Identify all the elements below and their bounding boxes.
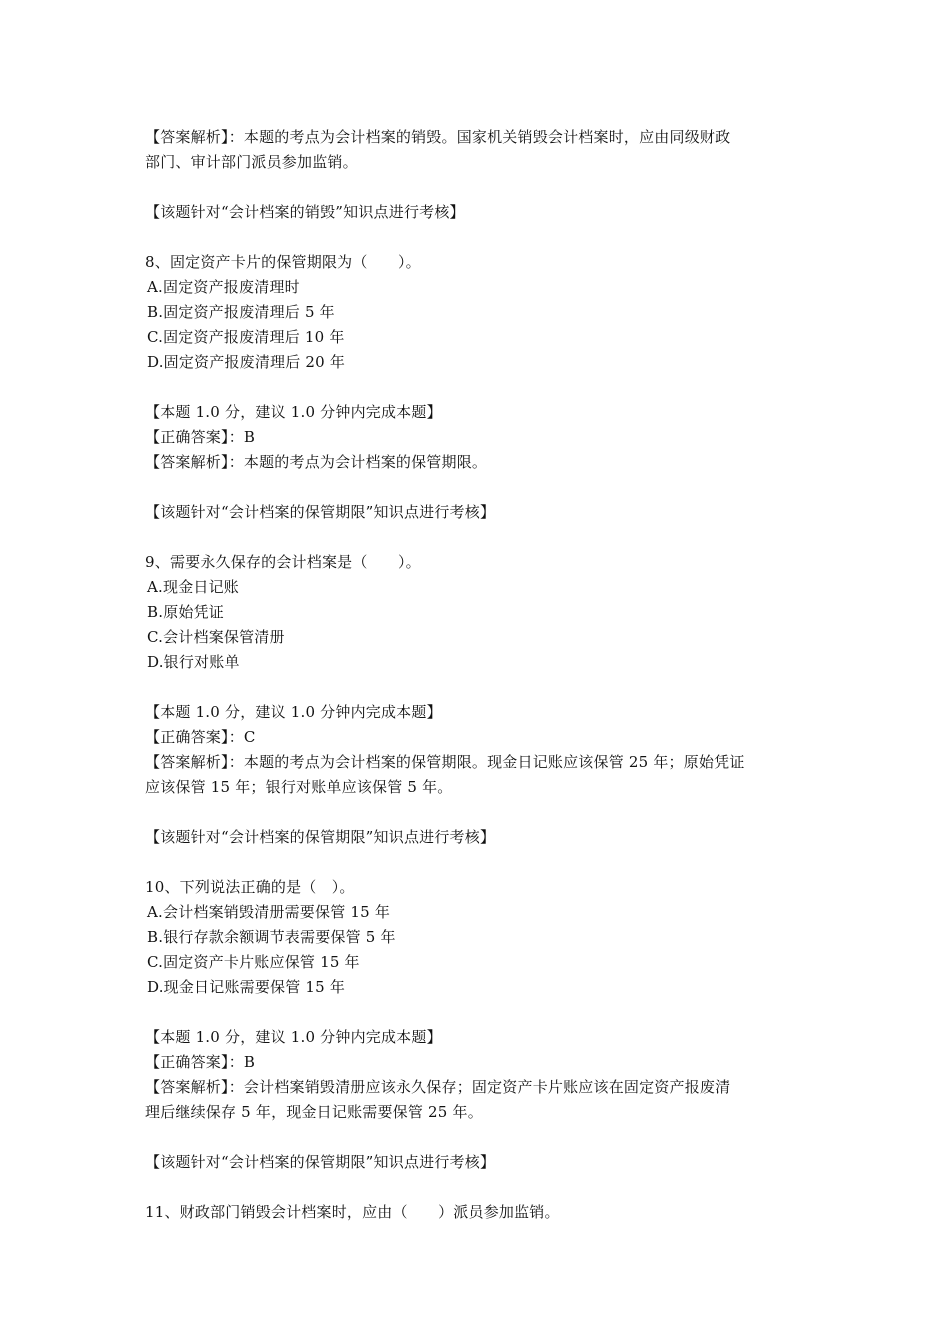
text-line: 【正确答案】：C xyxy=(145,728,256,746)
document-page xyxy=(145,125,815,1225)
blank-line xyxy=(145,375,815,400)
answer-option: D.固定资产报废清理后 20 年 xyxy=(147,353,346,371)
text-line: 【该题针对“会计档案的销毁”知识点进行考核】 xyxy=(145,203,465,221)
blank-line xyxy=(145,1000,815,1025)
text-line: 11、财政部门销毁会计档案时，应由（ ）派员参加监销。 xyxy=(145,1203,560,1221)
blank-line xyxy=(145,225,815,250)
text-line: 【答案解析】：本题的考点为会计档案的保管期限。 xyxy=(145,453,488,471)
text-line: 【答案解析】：本题的考点为会计档案的销毁。国家机关销毁会计档案时，应由同级财政 xyxy=(145,128,731,146)
blank-line xyxy=(145,175,815,200)
blank-line xyxy=(145,675,815,700)
blank-line xyxy=(145,1175,815,1200)
text-line: 【答案解析】：会计档案销毁清册应该永久保存；固定资产卡片账应该在固定资产报废清 xyxy=(145,1078,731,1096)
text-line: 10、下列说法正确的是（ ）。 xyxy=(145,878,355,896)
answer-option: C.会计档案保管清册 xyxy=(147,628,285,646)
answer-option: D.现金日记账需要保管 15 年 xyxy=(147,978,346,996)
blank-line xyxy=(145,1125,815,1150)
text-line: 【正确答案】：B xyxy=(145,428,256,446)
blank-line xyxy=(145,475,815,500)
answer-option: B.银行存款余额调节表需要保管 5 年 xyxy=(147,928,396,946)
blank-line xyxy=(145,800,815,825)
text-line: 8、固定资产卡片的保管期限为（ ）。 xyxy=(145,253,421,271)
answer-option: A.现金日记账 xyxy=(147,578,240,596)
text-line: 【本题 1.0 分，建议 1.0 分钟内完成本题】 xyxy=(145,403,442,421)
answer-option: D.银行对账单 xyxy=(147,653,240,671)
blank-line xyxy=(145,525,815,550)
answer-option: B.原始凭证 xyxy=(147,603,224,621)
text-line: 【该题针对“会计档案的保管期限”知识点进行考核】 xyxy=(145,828,496,846)
text-line: 部门、审计部门派员参加监销。 xyxy=(145,153,358,171)
text-line: 【该题针对“会计档案的保管期限”知识点进行考核】 xyxy=(145,503,496,521)
answer-option: C.固定资产卡片账应保管 15 年 xyxy=(147,953,360,971)
text-line: 【正确答案】：B xyxy=(145,1053,256,1071)
text-line: 【本题 1.0 分，建议 1.0 分钟内完成本题】 xyxy=(145,703,442,721)
text-line: 应该保管 15 年；银行对账单应该保管 5 年。 xyxy=(145,778,453,796)
text-line: 【本题 1.0 分，建议 1.0 分钟内完成本题】 xyxy=(145,1028,442,1046)
text-line: 【答案解析】：本题的考点为会计档案的保管期限。现金日记账应该保管 25 年；原始凭证 xyxy=(145,753,745,771)
text-line: 9、需要永久保存的会计档案是（ ）。 xyxy=(145,553,421,571)
answer-option: A.会计档案销毁清册需要保管 15 年 xyxy=(147,903,391,921)
text-line: 【该题针对“会计档案的保管期限”知识点进行考核】 xyxy=(145,1153,496,1171)
answer-option: C.固定资产报废清理后 10 年 xyxy=(147,328,345,346)
blank-line xyxy=(145,850,815,875)
answer-option: A.固定资产报废清理时 xyxy=(147,278,300,296)
answer-option: B.固定资产报废清理后 5 年 xyxy=(147,303,335,321)
text-line: 理后继续保存 5 年，现金日记账需要保管 25 年。 xyxy=(145,1103,483,1121)
